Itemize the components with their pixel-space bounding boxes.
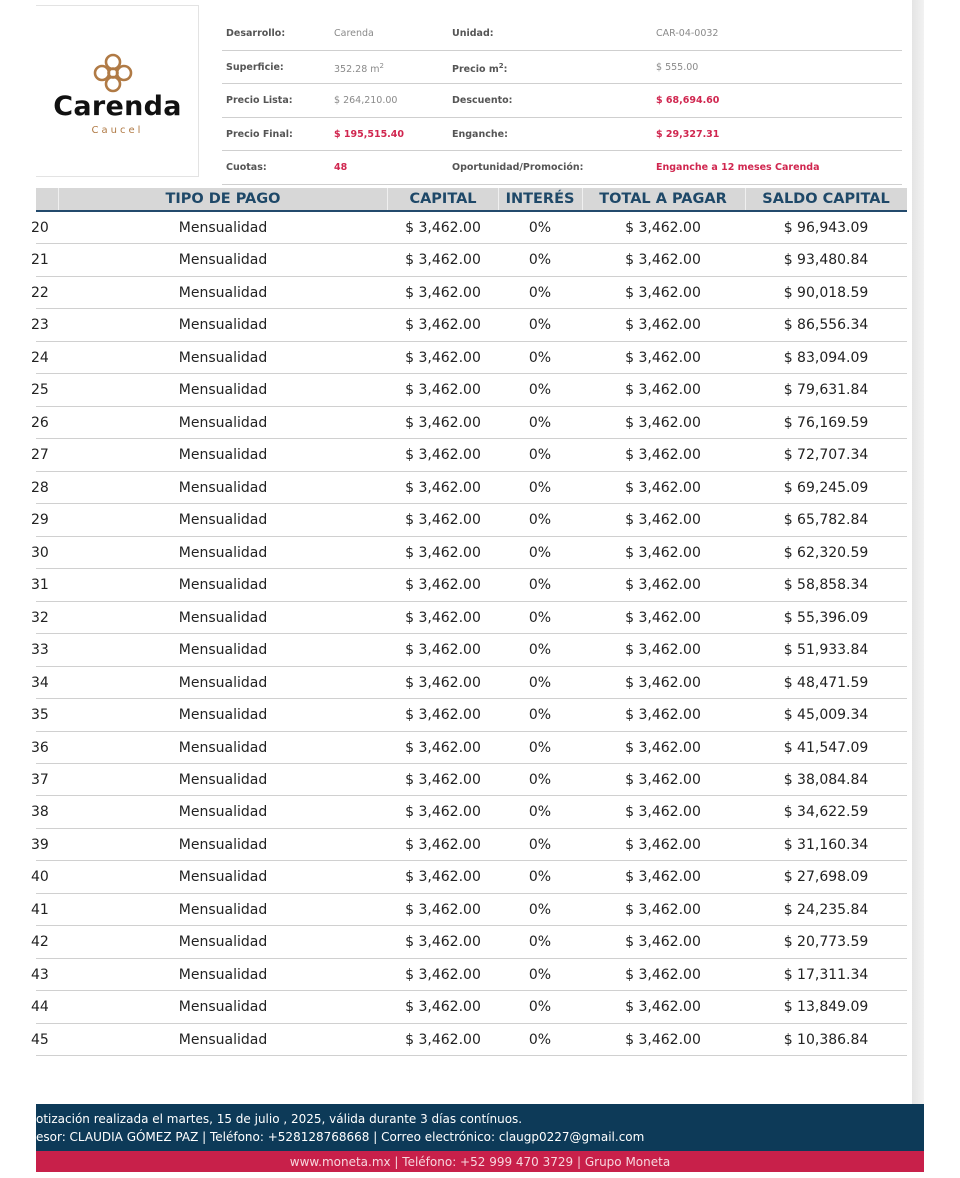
row-total-pagar: $ 3,462.00 [625, 869, 701, 886]
row-interes: 0% [528, 252, 552, 269]
row-tipo-pago: Mensualidad [178, 284, 268, 301]
row-interes: 0% [528, 707, 552, 724]
row-interes: 0% [528, 804, 552, 821]
row-capital: $ 3,462.00 [405, 999, 481, 1016]
row-tipo-pago: Mensualidad [178, 220, 268, 236]
row-interes: 0% [528, 479, 552, 496]
label-precio-final: Precio Final: [226, 128, 293, 140]
brand-subtitle: Caucel [91, 125, 144, 136]
row-capital: $ 3,462.00 [405, 577, 481, 594]
row-number: 23 [31, 317, 49, 334]
row-capital: $ 3,462.00 [405, 317, 481, 334]
row-tipo-pago: Mensualidad [178, 252, 268, 269]
row-total-pagar: $ 3,462.00 [625, 901, 701, 918]
row-capital: $ 3,462.00 [405, 284, 481, 301]
table-row [31, 504, 907, 536]
row-total-pagar: $ 3,462.00 [625, 220, 701, 236]
table-row [31, 1024, 907, 1056]
info-row-cuotas [222, 151, 902, 185]
row-tipo-pago: Mensualidad [178, 707, 268, 724]
row-number: 40 [31, 869, 49, 886]
label-promocion: Oportunidad/Promoción: [452, 162, 584, 173]
info-row-precio-lista [222, 84, 902, 118]
row-number: 24 [31, 349, 49, 366]
value-precio-m2: $ 555.00 [656, 61, 699, 73]
row-total-pagar: $ 3,462.00 [625, 999, 701, 1016]
row-tipo-pago: Mensualidad [178, 479, 268, 496]
row-number: 43 [31, 966, 49, 983]
row-capital: $ 3,462.00 [405, 544, 481, 561]
row-tipo-pago: Mensualidad [178, 447, 268, 464]
row-tipo-pago: Mensualidad [178, 966, 268, 983]
table-row [31, 829, 907, 861]
row-capital: $ 3,462.00 [405, 836, 481, 853]
row-interes: 0% [528, 934, 552, 951]
row-interes: 0% [528, 674, 552, 691]
row-saldo-capital: $ 65,782.84 [783, 512, 869, 529]
row-capital: $ 3,462.00 [405, 869, 481, 886]
row-interes: 0% [528, 836, 552, 853]
label-precio-m2 [452, 62, 507, 75]
row-capital: $ 3,462.00 [405, 447, 481, 464]
label-unidad: Unidad: [452, 28, 494, 39]
row-tipo-pago: Mensualidad [178, 609, 268, 626]
header-divider [582, 188, 583, 210]
info-row-superficie [222, 51, 902, 85]
row-interes: 0% [528, 382, 552, 399]
row-number: 35 [31, 707, 49, 724]
label-precio-m2-text: Precio m [452, 63, 499, 75]
label-cuotas: Cuotas: [226, 162, 267, 173]
row-saldo-capital: $ 79,631.84 [783, 382, 869, 399]
row-interes: 0% [528, 577, 552, 594]
row-capital: $ 3,462.00 [405, 220, 481, 236]
row-number: 33 [31, 642, 49, 659]
table-row [31, 699, 907, 731]
row-total-pagar: $ 3,462.00 [625, 707, 701, 724]
row-interes: 0% [528, 220, 552, 236]
row-interes: 0% [528, 512, 552, 529]
row-tipo-pago: Mensualidad [178, 836, 268, 853]
table-row [31, 537, 907, 569]
row-capital: $ 3,462.00 [405, 674, 481, 691]
table-row [31, 764, 907, 796]
unit-info [222, 17, 902, 185]
sup-precio-m2: 2 [498, 61, 504, 70]
label-desarrollo: Desarrollo: [226, 28, 286, 39]
row-number: 30 [31, 544, 49, 561]
row-tipo-pago: Mensualidad [178, 739, 268, 756]
label-descuento: Descuento: [452, 95, 513, 106]
value-enganche: $ 29,327.31 [656, 128, 720, 140]
row-interes: 0% [528, 317, 552, 334]
footer-company-text: www.moneta.mx | Teléfono: +52 999 470 3729 | Grupo Moneta [289, 1155, 671, 1169]
row-interes: 0% [528, 349, 552, 366]
sup-superficie: 2 [379, 61, 384, 70]
row-number: 44 [31, 999, 49, 1016]
row-total-pagar: $ 3,462.00 [625, 382, 701, 399]
table-row [31, 861, 907, 893]
row-number: 25 [31, 382, 49, 399]
row-total-pagar: $ 3,462.00 [625, 447, 701, 464]
row-total-pagar: $ 3,462.00 [625, 1031, 701, 1048]
footer-advisor-text: esor: CLAUDIA GÓMEZ PAZ | Teléfono: +528128768668 | Correo electrónico: claugp0227@gmail.com [36, 1130, 645, 1144]
header-divider [387, 188, 388, 210]
row-capital: $ 3,462.00 [405, 804, 481, 821]
row-number: 34 [31, 674, 49, 691]
label-precio-lista: Precio Lista: [226, 95, 293, 106]
row-saldo-capital: $ 55,396.09 [783, 609, 869, 626]
row-saldo-capital: $ 20,773.59 [783, 934, 869, 951]
table-row [31, 439, 907, 471]
row-capital: $ 3,462.00 [405, 414, 481, 431]
row-saldo-capital: $ 58,858.34 [783, 577, 869, 594]
row-tipo-pago: Mensualidad [178, 674, 268, 691]
row-total-pagar: $ 3,462.00 [625, 349, 701, 366]
row-number: 28 [31, 479, 49, 496]
row-saldo-capital: $ 27,698.09 [783, 869, 869, 886]
row-tipo-pago: Mensualidad [178, 317, 268, 334]
info-row-precio-final [222, 118, 902, 152]
label-superficie: Superficie: [226, 61, 284, 73]
row-saldo-capital: $ 69,245.09 [783, 479, 869, 496]
row-saldo-capital: $ 83,094.09 [783, 349, 869, 366]
table-row [31, 991, 907, 1023]
carenda-emblem-icon [92, 52, 134, 94]
table-row [31, 569, 907, 601]
table-row [31, 472, 907, 504]
header-divider [498, 188, 499, 210]
label-enganche: Enganche: [452, 128, 508, 140]
row-saldo-capital: $ 62,320.59 [783, 544, 869, 561]
row-saldo-capital: $ 34,622.59 [783, 804, 869, 821]
row-tipo-pago: Mensualidad [178, 869, 268, 886]
row-interes: 0% [528, 869, 552, 886]
table-row [31, 277, 907, 309]
header-total-pagar: TOTAL A PAGAR [599, 191, 727, 207]
row-saldo-capital: $ 51,933.84 [783, 642, 869, 659]
row-saldo-capital: $ 38,084.84 [783, 771, 869, 788]
row-capital: $ 3,462.00 [405, 934, 481, 951]
row-interes: 0% [528, 739, 552, 756]
row-interes: 0% [528, 901, 552, 918]
row-number: 37 [31, 771, 49, 788]
row-number: 31 [31, 577, 49, 594]
row-total-pagar: $ 3,462.00 [625, 512, 701, 529]
row-capital: $ 3,462.00 [405, 642, 481, 659]
row-capital: $ 3,462.00 [405, 739, 481, 756]
table-row [31, 309, 907, 341]
row-tipo-pago: Mensualidad [178, 901, 268, 918]
row-tipo-pago: Mensualidad [178, 414, 268, 431]
row-total-pagar: $ 3,462.00 [625, 804, 701, 821]
footer-validity-text: otización realizada el martes, 15 de julio , 2025, válida durante 3 días contínuos. [36, 1112, 523, 1126]
row-total-pagar: $ 3,462.00 [625, 836, 701, 853]
row-total-pagar: $ 3,462.00 [625, 252, 701, 269]
row-capital: $ 3,462.00 [405, 252, 481, 269]
table-row [31, 212, 907, 244]
row-capital: $ 3,462.00 [405, 479, 481, 496]
row-number: 42 [31, 934, 49, 951]
row-tipo-pago: Mensualidad [178, 512, 268, 529]
brand-logo [36, 5, 199, 177]
row-tipo-pago: Mensualidad [178, 771, 268, 788]
row-total-pagar: $ 3,462.00 [625, 966, 701, 983]
row-total-pagar: $ 3,462.00 [625, 414, 701, 431]
table-row [31, 407, 907, 439]
row-tipo-pago: Mensualidad [178, 382, 268, 399]
row-number: 27 [31, 447, 49, 464]
row-total-pagar: $ 3,462.00 [625, 609, 701, 626]
row-capital: $ 3,462.00 [405, 966, 481, 983]
table-row [31, 926, 907, 958]
value-precio-final: $ 195,515.40 [334, 128, 405, 140]
row-total-pagar: $ 3,462.00 [625, 674, 701, 691]
table-row [31, 602, 907, 634]
row-total-pagar: $ 3,462.00 [625, 479, 701, 496]
header-saldo-capital: SALDO CAPITAL [762, 191, 890, 207]
row-saldo-capital: $ 48,471.59 [783, 674, 869, 691]
row-number: 22 [31, 284, 49, 301]
row-number: 20 [31, 220, 49, 236]
row-total-pagar: $ 3,462.00 [625, 544, 701, 561]
row-total-pagar: $ 3,462.00 [625, 642, 701, 659]
row-number: 21 [31, 252, 49, 269]
row-interes: 0% [528, 284, 552, 301]
row-number: 38 [31, 804, 49, 821]
header-divider [745, 188, 746, 210]
row-interes: 0% [528, 999, 552, 1016]
row-number: 41 [31, 901, 49, 918]
info-row-desarrollo [222, 17, 902, 51]
row-number: 29 [31, 512, 49, 529]
row-tipo-pago: Mensualidad [178, 1031, 268, 1048]
row-interes: 0% [528, 609, 552, 626]
table-row [31, 374, 907, 406]
row-total-pagar: $ 3,462.00 [625, 577, 701, 594]
row-saldo-capital: $ 90,018.59 [783, 284, 869, 301]
row-saldo-capital: $ 96,943.09 [783, 220, 869, 236]
value-descuento: $ 68,694.60 [656, 95, 720, 106]
row-interes: 0% [528, 414, 552, 431]
row-capital: $ 3,462.00 [405, 707, 481, 724]
row-tipo-pago: Mensualidad [178, 999, 268, 1016]
row-capital: $ 3,462.00 [405, 349, 481, 366]
row-total-pagar: $ 3,462.00 [625, 284, 701, 301]
brand-name: Carenda [53, 91, 182, 122]
value-cuotas: 48 [334, 162, 348, 173]
row-saldo-capital: $ 10,386.84 [783, 1031, 869, 1048]
row-saldo-capital: $ 86,556.34 [783, 317, 869, 334]
row-number: 39 [31, 836, 49, 853]
row-interes: 0% [528, 447, 552, 464]
table-row [31, 244, 907, 276]
page-shadow [912, 0, 924, 1104]
row-saldo-capital: $ 45,009.34 [783, 707, 869, 724]
table-row [31, 894, 907, 926]
row-number: 26 [31, 414, 49, 431]
row-interes: 0% [528, 642, 552, 659]
row-number: 45 [31, 1031, 49, 1048]
row-interes: 0% [528, 1031, 552, 1048]
table-row [31, 732, 907, 764]
row-interes: 0% [528, 966, 552, 983]
table-row [31, 796, 907, 828]
row-capital: $ 3,462.00 [405, 512, 481, 529]
header-divider [58, 188, 59, 210]
footer-company-bar [36, 1151, 924, 1172]
value-superficie-text: 352.28 m [334, 63, 380, 75]
row-saldo-capital: $ 76,169.59 [783, 414, 869, 431]
row-tipo-pago: Mensualidad [178, 804, 268, 821]
row-total-pagar: $ 3,462.00 [625, 934, 701, 951]
header-capital: CAPITAL [409, 191, 477, 207]
row-capital: $ 3,462.00 [405, 382, 481, 399]
table-row [31, 667, 907, 699]
row-number: 32 [31, 609, 49, 626]
value-promocion: Enganche a 12 meses Carenda [656, 162, 820, 173]
value-unidad: CAR-04-0032 [656, 28, 719, 39]
row-interes: 0% [528, 771, 552, 788]
row-saldo-capital: $ 31,160.34 [783, 836, 869, 853]
row-saldo-capital: $ 13,849.09 [783, 999, 869, 1016]
value-desarrollo: Carenda [334, 28, 374, 39]
row-capital: $ 3,462.00 [405, 771, 481, 788]
row-tipo-pago: Mensualidad [178, 544, 268, 561]
label-precio-m2-colon: : [503, 63, 508, 75]
row-total-pagar: $ 3,462.00 [625, 771, 701, 788]
table-row [31, 342, 907, 374]
table-row [31, 959, 907, 991]
row-capital: $ 3,462.00 [405, 1031, 481, 1048]
row-tipo-pago: Mensualidad [178, 642, 268, 659]
row-saldo-capital: $ 24,235.84 [783, 901, 869, 918]
row-saldo-capital: $ 41,547.09 [783, 739, 869, 756]
row-saldo-capital: $ 93,480.84 [783, 252, 869, 269]
value-precio-lista: $ 264,210.00 [334, 95, 398, 106]
row-capital: $ 3,462.00 [405, 901, 481, 918]
row-total-pagar: $ 3,462.00 [625, 317, 701, 334]
row-tipo-pago: Mensualidad [178, 934, 268, 951]
row-total-pagar: $ 3,462.00 [625, 739, 701, 756]
footer-quote-info [36, 1104, 924, 1151]
payment-table-body [31, 212, 907, 1056]
row-tipo-pago: Mensualidad [178, 349, 268, 366]
row-number: 36 [31, 739, 49, 756]
value-superficie [334, 62, 384, 75]
row-tipo-pago: Mensualidad [178, 577, 268, 594]
row-capital: $ 3,462.00 [405, 609, 481, 626]
header-tipo-pago: TIPO DE PAGO [165, 191, 281, 207]
header-interes: INTERÉS [505, 191, 575, 207]
row-interes: 0% [528, 544, 552, 561]
row-saldo-capital: $ 72,707.34 [783, 447, 869, 464]
payment-table-header [36, 188, 907, 212]
table-row [31, 634, 907, 666]
row-saldo-capital: $ 17,311.34 [783, 966, 869, 983]
